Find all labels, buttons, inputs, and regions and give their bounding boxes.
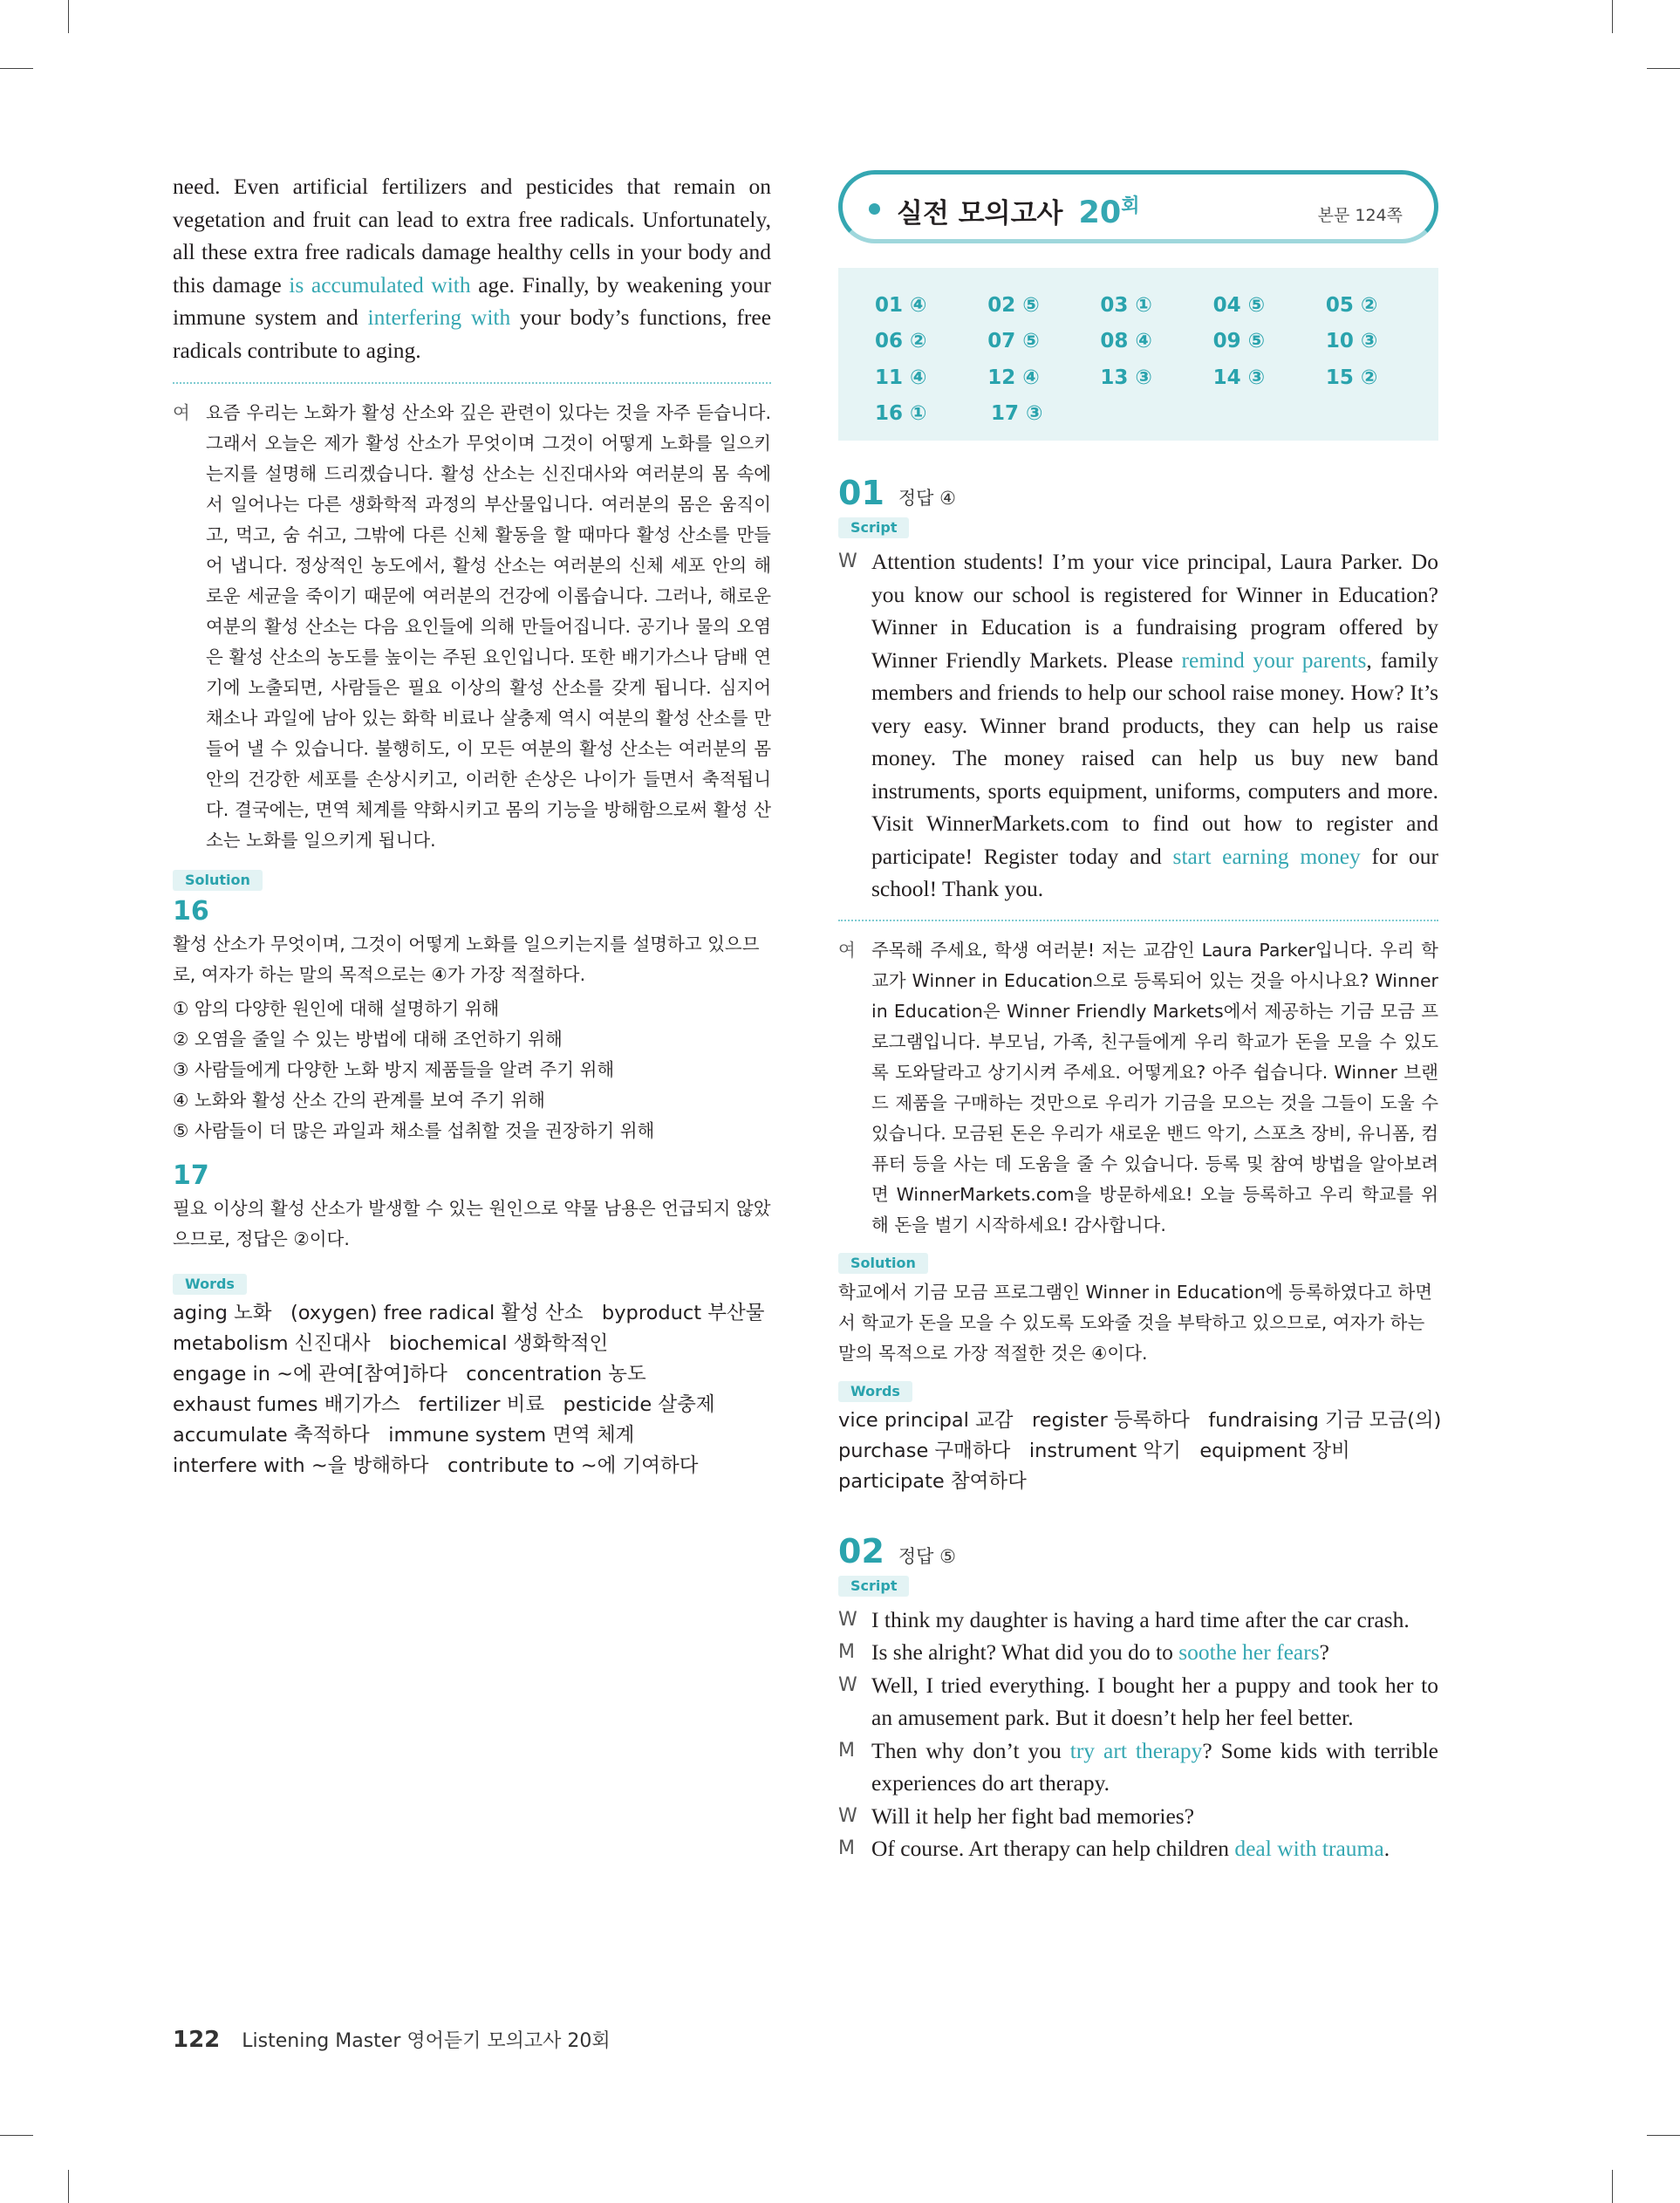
translation-text: 주목해 주세요, 학생 여러분! 저는 교감인 Laura Parker입니다. 우리 학교가 Winner in Education으로 등록되어 있는 것을 아시나요? Winner in Education은 Winner Friendly Markets에서 제공하는 기금 모금 프로그램입니다. 부모님, 가족, 친구들에게 우리 학교가 돈을 모을 수 있도록 도와달라고 상기시켜 주세요. 어떻게요? 아주 쉽습니다. Winner 브랜드 제품을 구매하는 것만으로 우리가 기금을 모으는 것을 그들이 도울 수 있습니다. 모금된 돈은 우리가 새로운 밴드 악기, 스포츠 장비, 유니폼, 컴퓨터 등을 사는 데 도움을 줄 수 있습니다. 등록 및 참여 방법을 알아보려면 WinnerMarkets.com을 방문하세요! 오늘 등록하고 우리 학교를 위해 돈을 벌기 시작하세요! 감사합니다. bbox=[871, 939, 1438, 1235]
answer-cell: 02 ⑤ bbox=[987, 293, 1040, 317]
answer-cell: 08 ④ bbox=[1100, 330, 1152, 353]
crop-mark bbox=[1612, 2170, 1613, 2203]
passage-text: need. Even artificial fertilizers and pesticides that remain on vegetation and fruit can lead to extra free radicals. Unfortunately, all these extra free radicals damage healthy cells in your body and this damage bbox=[173, 174, 771, 298]
answer-label: 정답 ⑤ bbox=[898, 1545, 956, 1567]
crop-mark bbox=[0, 68, 33, 69]
word-line: accumulate 축적하다 immune system 면역 체계 bbox=[173, 1424, 635, 1447]
question-number: 16 bbox=[173, 896, 209, 927]
dialogue-text: Then why don’t you bbox=[871, 1737, 1070, 1763]
speaker-label: M bbox=[838, 1739, 855, 1762]
answer-cell: 13 ③ bbox=[1100, 366, 1152, 389]
word-line: interfere with ~을 방해하다 contribute to ~에 기여하다 bbox=[173, 1454, 699, 1477]
test-banner bbox=[838, 170, 1438, 243]
answer-row bbox=[875, 359, 1438, 396]
dialogue-block bbox=[838, 1604, 1438, 1865]
bullet-dot-icon bbox=[869, 203, 880, 215]
question-number: 17 bbox=[173, 1160, 209, 1191]
solution-text: 활성 산소가 무엇이며, 그것이 어떻게 노화를 일으키는지를 설명하고 있으므로, 여자가 하는 말의 목적으로는 ④가 가장 적절하다. bbox=[173, 934, 760, 985]
translation-text: 요즘 우리는 노화가 활성 산소와 깊은 관련이 있다는 것을 자주 듣습니다. 그래서 오늘은 제가 활성 산소가 무엇이며 그것이 어떻게 노화를 일으키는지를 설명해 드리겠습니다. 활성 산소는 신진대사와 여러분의 몸 속에서 일어나는 다른 생화학적 과정의 부산물입니다. 여러분의 몸은 움직이고, 먹고, 숨 쉬고, 그밖에 다른 신체 활동을 할 때마다 활성 산소를 만들어 냅니다. 정상적인 농도에서, 활성 산소는 여러분의 신체 세포 안의 해로운 세균을 죽이기 때문에 여러분의 건강에 이롭습니다. 그러나, 해로운 여분의 활성 산소는 다음 요인들에 의해 만들어집니다. 공기나 물의 오염은 활성 산소의 농도를 높이는 주된 요인입니다. 또한 배기가스나 담배 연기에 노출되면, 사람들은 필요 이상의 활성 산소를 갖게 됩니다. 심지어 채소나 과일에 남아 있는 화학 비료나 살충제 역시 여분의 활성 산소를 만들어 낼 수 있습니다. 불행히도, 이 모든 여분의 활성 산소는 여러분의 몸 안의 건강한 세포를 손상시키고, 이러한 손상은 나이가 들면서 축적됩니다. 결국에는, 면역 체계를 약화시키고 몸의 기능을 방해함으로써 활성 산소는 노화를 일으키게 됩니다. bbox=[206, 402, 771, 851]
crop-mark bbox=[1647, 68, 1680, 69]
answer-cell: 06 ② bbox=[875, 330, 927, 353]
speaker-label: W bbox=[838, 551, 857, 572]
word-line: participate 참여하다 bbox=[838, 1469, 1027, 1493]
korean-translation bbox=[838, 935, 1438, 1241]
dialogue-line bbox=[838, 1734, 1438, 1800]
answer-cell: 05 ② bbox=[1325, 293, 1378, 317]
answer-cell: 17 ③ bbox=[991, 402, 1043, 426]
answer-cell: 04 ⑤ bbox=[1212, 293, 1266, 317]
script-highlight: remind your parents bbox=[1181, 647, 1367, 673]
speaker-label: 여 bbox=[173, 402, 190, 423]
question-header bbox=[838, 1532, 1438, 1570]
dialogue-line bbox=[838, 1604, 1438, 1637]
script-line bbox=[838, 545, 1438, 906]
answer-row bbox=[875, 324, 1438, 360]
answer-cell: 11 ④ bbox=[875, 366, 927, 389]
dialogue-highlight: try art therapy bbox=[1069, 1737, 1203, 1763]
english-passage bbox=[173, 170, 771, 366]
dialogue-text: Is she alright? What did you do to bbox=[871, 1639, 1179, 1665]
speaker-label: W bbox=[838, 1608, 857, 1631]
answer-cell: 14 ③ bbox=[1212, 366, 1266, 389]
dialogue-highlight: soothe her fears bbox=[1178, 1639, 1320, 1665]
script-text: for our school! Thank you. bbox=[871, 843, 1438, 901]
answer-cell: 03 ① bbox=[1100, 293, 1152, 317]
right-column bbox=[838, 170, 1442, 1865]
option-item: ② 오염을 줄일 수 있는 방법에 대해 조언하기 위해 bbox=[173, 1029, 563, 1050]
korean-translation bbox=[173, 398, 771, 856]
word-list bbox=[173, 1298, 771, 1481]
dotted-divider bbox=[173, 382, 771, 384]
speaker-label: W bbox=[838, 1673, 857, 1696]
answer-cell: 09 ⑤ bbox=[1212, 330, 1266, 353]
option-item: ④ 노화와 활성 산소 간의 관계를 보여 주기 위해 bbox=[173, 1090, 545, 1111]
test-suffix: 회 bbox=[1121, 195, 1140, 217]
speaker-label: M bbox=[838, 1837, 855, 1859]
answer-cell: 15 ② bbox=[1325, 366, 1378, 389]
crop-mark bbox=[1612, 0, 1613, 33]
dialogue-highlight: deal with trauma bbox=[1234, 1836, 1384, 1861]
answer-cell: 12 ④ bbox=[987, 366, 1040, 389]
crop-mark bbox=[0, 2135, 33, 2136]
solution-tag: Solution bbox=[173, 870, 263, 891]
dialogue-text: Well, I tried everything. I bought her a puppy and took her to an amusement park. But it doesn’t help her feel better. bbox=[871, 1672, 1438, 1730]
words-tag: Words bbox=[173, 1274, 247, 1295]
dialogue-text: Will it help her fight bad memories? bbox=[871, 1803, 1195, 1829]
passage-text: your body’s functions, free radicals contribute to aging. bbox=[173, 304, 772, 363]
script-tag: Script bbox=[838, 517, 909, 538]
script-text: Attention students! I’m your vice principal, Laura Parker. Do you know our school is registered for Winner in Education? Winner in Education is a fundraising program offered by Winner Friendly Markets. Please bbox=[871, 549, 1438, 673]
words-tag: Words bbox=[838, 1381, 912, 1402]
option-item: ③ 사람들에게 다양한 노화 방지 제품들을 알려 주기 위해 bbox=[173, 1059, 615, 1080]
page-reference: 본문 124쪽 bbox=[1317, 206, 1403, 225]
speaker-label: 여 bbox=[838, 939, 856, 961]
speaker-label: W bbox=[838, 1804, 857, 1827]
passage-highlight: is accumulated with bbox=[289, 271, 471, 298]
question-header bbox=[838, 474, 1438, 512]
script-text: , family members and friends to help our school raise money. How? It’s very easy. Winner brand products, they can help us raise money. The money raised can help us buy new band instruments, sports equipment, uniforms, computers and more. Visit WinnerMarkets.com to find out how to register and participate! Register today and bbox=[871, 647, 1439, 869]
passage-text: age. Finally, by weakening your immune system and bbox=[173, 271, 771, 330]
test-number: 20 bbox=[1078, 195, 1122, 230]
passage-highlight: interfering with bbox=[367, 304, 511, 330]
option-item: ⑤ 사람들이 더 많은 과일과 채소를 섭취할 것을 권장하기 위해 bbox=[173, 1120, 655, 1141]
script-block bbox=[838, 545, 1438, 906]
dialogue-line bbox=[838, 1832, 1438, 1865]
question-number: 02 bbox=[838, 1531, 884, 1570]
dialogue-text: ? bbox=[1319, 1639, 1329, 1665]
page-number: 122 bbox=[173, 2027, 221, 2053]
dialogue-line bbox=[838, 1669, 1438, 1734]
solution-text: 필요 이상의 활성 산소가 발생할 수 있는 원인으로 약물 남용은 언급되지 않았으므로, 정답은 ②이다. bbox=[173, 1198, 771, 1249]
solution-text: 학교에서 기금 모금 프로그램인 Winner in Education에 등록하였다고 하면서 학교가 돈을 모을 수 있도록 도와줄 것을 부탁하고 있으므로, 여자가 하는 말의 목적으로 가장 적절한 것은 ④이다. bbox=[838, 1281, 1433, 1364]
dialogue-text: ? Some kids with terrible experiences do art therapy. bbox=[871, 1737, 1438, 1796]
dialogue-line bbox=[838, 1800, 1438, 1833]
option-list bbox=[173, 994, 771, 1146]
left-column bbox=[173, 170, 771, 1481]
dialogue-text: . bbox=[1383, 1836, 1390, 1861]
word-list bbox=[838, 1406, 1442, 1497]
banner-title bbox=[897, 191, 1139, 230]
word-line: metabolism 신진대사 biochemical 생화학적인 bbox=[173, 1332, 609, 1355]
answer-cell: 01 ④ bbox=[875, 293, 927, 317]
word-line: vice principal 교감 register 등록하다 fundraising 기금 모금(의) bbox=[838, 1408, 1442, 1432]
word-line: engage in ~에 관여[참여]하다 concentration 농도 bbox=[173, 1363, 646, 1385]
answer-row bbox=[875, 396, 1438, 433]
crop-mark bbox=[68, 0, 69, 33]
page-footer bbox=[173, 2026, 611, 2053]
speaker-label: M bbox=[838, 1641, 855, 1663]
answer-label: 정답 ④ bbox=[898, 488, 956, 509]
word-line: exhaust fumes 배기가스 fertilizer 비료 pesticide 살충제 bbox=[173, 1393, 715, 1416]
dialogue-text: Of course. Art therapy can help children bbox=[871, 1836, 1235, 1861]
word-line: purchase 구매하다 instrument 악기 equipment 장비 bbox=[838, 1439, 1350, 1462]
question-number: 01 bbox=[838, 474, 884, 512]
crop-mark bbox=[68, 2170, 69, 2203]
dialogue-line bbox=[838, 1636, 1438, 1669]
book-title: Listening Master 영어듣기 모의고사 20회 bbox=[242, 2030, 611, 2052]
option-item: ① 암의 다양한 원인에 대해 설명하기 위해 bbox=[173, 998, 500, 1019]
answer-cell: 16 ① bbox=[875, 402, 927, 426]
crop-mark bbox=[1647, 2135, 1680, 2136]
dotted-divider bbox=[838, 920, 1438, 921]
word-line: aging 노화 (oxygen) free radical 활성 산소 byproduct 부산물 bbox=[173, 1302, 765, 1324]
solution-tag: Solution bbox=[838, 1253, 928, 1274]
answer-key bbox=[838, 268, 1438, 441]
script-highlight: start earning money bbox=[1172, 843, 1361, 869]
answer-cell: 10 ③ bbox=[1325, 330, 1378, 353]
answer-row bbox=[875, 287, 1438, 324]
script-tag: Script bbox=[838, 1576, 909, 1597]
answer-cell: 07 ⑤ bbox=[987, 330, 1040, 353]
dialogue-text: I think my daughter is having a hard time after the car crash. bbox=[871, 1606, 1410, 1632]
banner-title-text: 실전 모의고사 bbox=[897, 198, 1063, 229]
